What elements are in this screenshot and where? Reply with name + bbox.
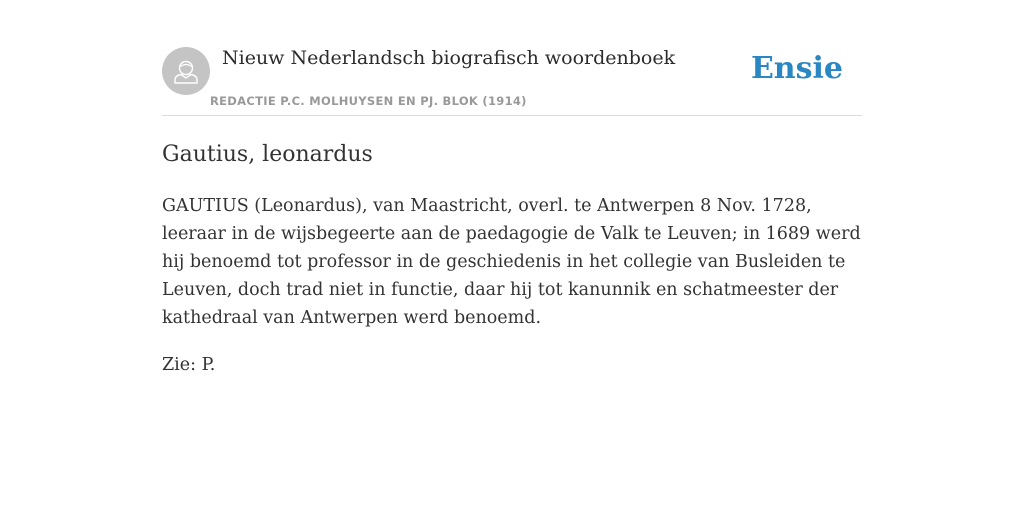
source-title[interactable]: Nieuw Nederlandsch biografisch woordenboek bbox=[222, 47, 676, 69]
ensie-logo[interactable]: Ensie bbox=[750, 51, 843, 86]
source-header bbox=[162, 44, 862, 116]
source-editors: REDACTIE P.C. MOLHUYSEN EN PJ. BLOK (1914) bbox=[210, 94, 527, 108]
article-title: Gautius, leonardus bbox=[162, 142, 373, 167]
article-body: GAUTIUS (Leonardus), van Maastricht, overl. te Antwerpen 8 Nov. 1728, leeraar in de wijsbegeerte aan de paedagogie de Valk te Leuven; in 1689 werd hij benoemd tot professor in de geschiedenis in het collegie van Busleiden te Leuven, doch trad niet in functie, daar hij tot kanunnik en schatmeester der kathedraal van Antwerpen werd benoemd. bbox=[162, 196, 861, 328]
see-also-reference: Zie: P. bbox=[162, 355, 216, 375]
avatar bbox=[162, 47, 210, 95]
user-outline-icon bbox=[162, 47, 210, 95]
article-card bbox=[162, 44, 862, 379]
